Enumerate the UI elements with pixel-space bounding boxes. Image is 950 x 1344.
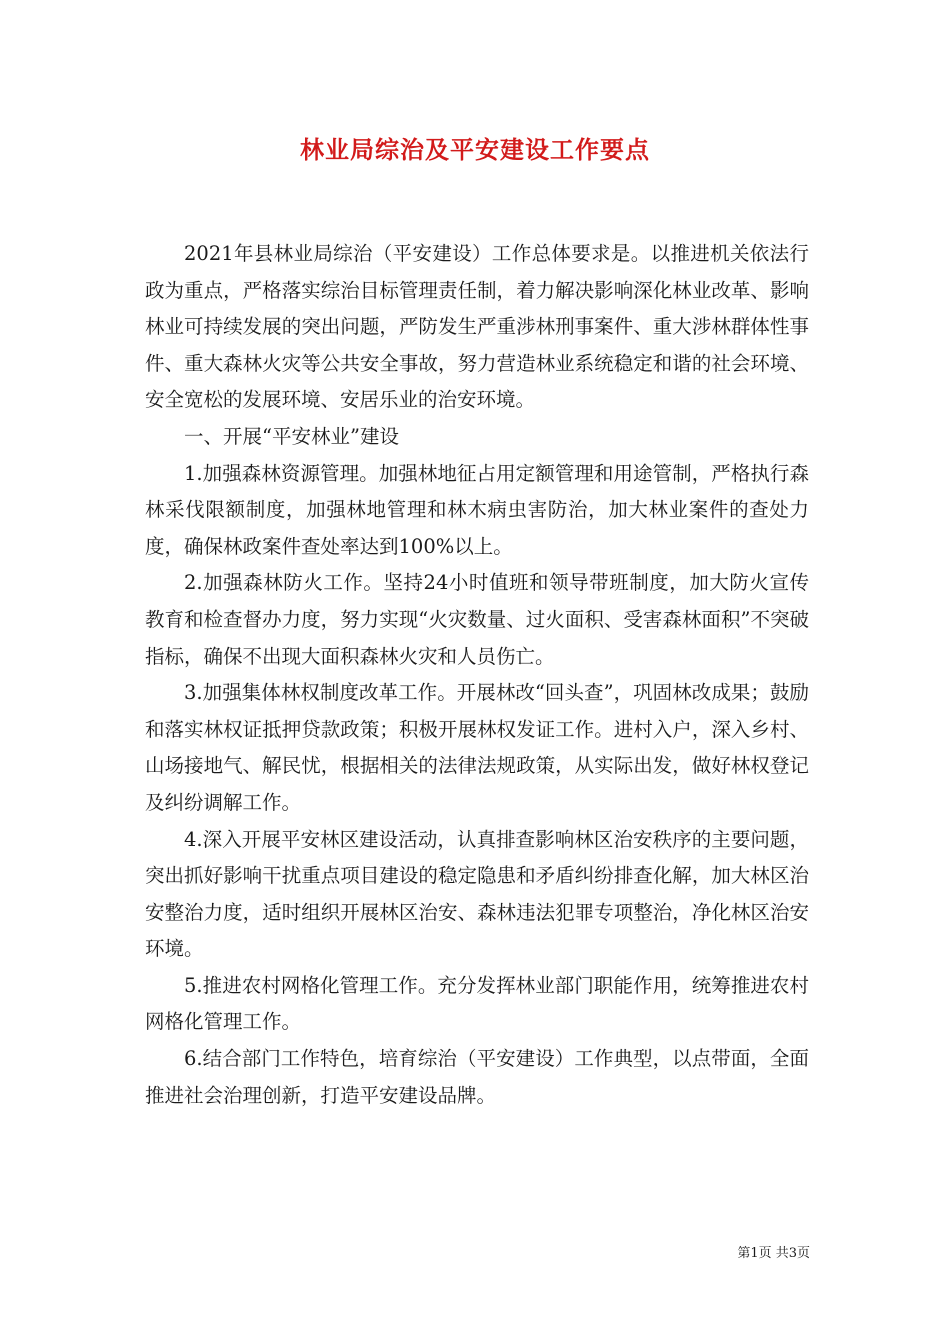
- item-paragraph-1: 1.加强森林资源管理。加强林地征占用定额管理和用途管制，严格执行森林采伐限额制度，加强林地管理和林木病虫害防治，加大林业案件的查处力度，确保林政案件查处率达到100%以上。: [145, 461, 809, 558]
- item-paragraph-3: 3.加强集体林权制度改革工作。开展林改“回头查”，巩固林改成果；鼓励和落实林权证抵押贷款政策；积极开展林权发证工作。进村入户，深入乡村、山场接地气、解民忧，根据相关的法律法规政策，从实际出发，做好林权登记及纠纷调解工作。: [145, 681, 809, 814]
- page-number-footer: 第1页 共3页: [737, 1246, 810, 1261]
- item-paragraph-5: 5.推进农村网格化管理工作。充分发挥林业部门职能作用，统筹推进农村网格化管理工作。: [145, 973, 809, 1034]
- section-heading: 一、开展“平安林业”建设: [184, 424, 399, 448]
- document-body: [145, 236, 809, 1114]
- item-paragraph-4: 4.深入开展平安林区建设活动，认真排查影响林区治安秩序的主要问题，突出抓好影响干扰重点项目建设的稳定隐患和矛盾纠纷排查化解，加大林区治安整治力度，适时组织开展林区治安、森林违法犯罪专项整治，净化林区治安环境。: [145, 827, 809, 961]
- item-paragraph-6: 6.结合部门工作特色，培育综治（平安建设）工作典型，以点带面，全面推进社会治理创新，打造平安建设品牌。: [145, 1047, 809, 1107]
- item-paragraph-2: 2.加强森林防火工作。坚持24小时值班和领导带班制度，加大防火宣传教育和检查督办力度，努力实现“火灾数量、过火面积、受害森林面积”不突破指标，确保不出现大面积森林火灾和人员伤亡。: [145, 571, 809, 668]
- document-title: 林业局综治及平安建设工作要点: [300, 135, 650, 164]
- intro-paragraph: 2021年县林业局综治（平安建设）工作总体要求是。以推进机关依法行政为重点，严格落实综治目标管理责任制，着力解决影响深化林业改革、影响林业可持续发展的突出问题，严防发生严重涉林刑事案件、重大涉林群体性事件、重大森林火灾等公共安全事故，努力营造林业系统稳定和谐的社会环境、安全宽松的发展环境、安居乐业的治安环境。: [145, 242, 809, 412]
